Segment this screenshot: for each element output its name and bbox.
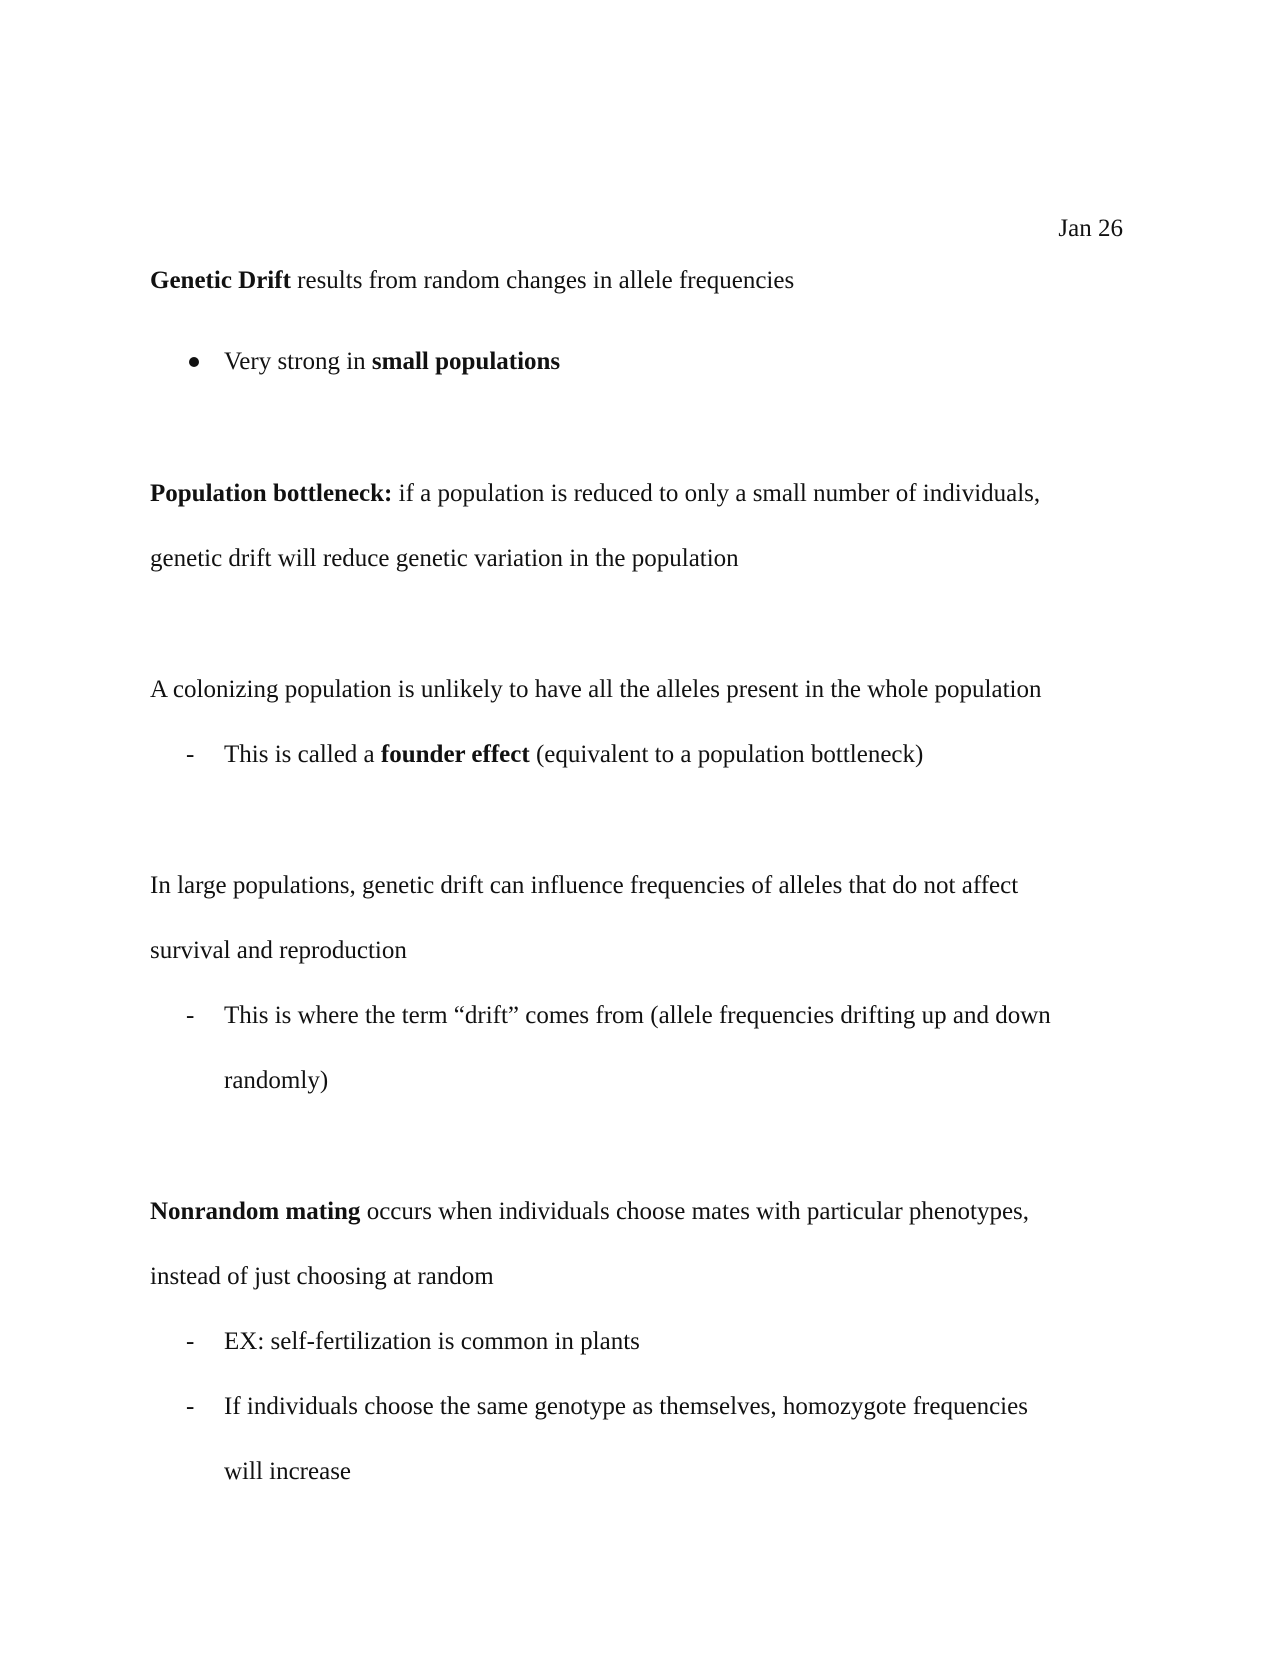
large-populations-line-1: In large populations, genetic drift can influence frequencies of alleles that do not affect — [150, 872, 1019, 899]
homozygote-bullet-line-2: will increase — [224, 1458, 352, 1485]
drift-term-bullet-line-2: randomly) — [224, 1067, 329, 1094]
nonrandom-mating-text-1: occurs when individuals choose mates with particular phenotypes, — [360, 1198, 1030, 1225]
genetic-drift-term: Genetic Drift — [150, 267, 291, 294]
small-populations-bullet — [224, 345, 560, 379]
drift-term-bullet-line-1: This is where the term “drift” comes from (allele frequencies drifting up and down — [224, 1002, 1051, 1029]
nonrandom-mating-line-1 — [150, 1195, 1029, 1229]
founder-paragraph: A colonizing population is unlikely to have all the alleles present in the whole population — [150, 676, 1042, 703]
bullet-text: Very strong in — [224, 348, 372, 375]
self-fertilization-bullet: EX: self-fertilization is common in plants — [224, 1328, 640, 1355]
bottleneck-text-1: if a population is reduced to only a small number of individuals, — [392, 480, 1041, 507]
bottleneck-paragraph-line-2: genetic drift will reduce genetic variation in the population — [150, 545, 739, 572]
founder-sub-post: (equivalent to a population bottleneck) — [529, 741, 924, 768]
bullet-bold-text: small populations — [371, 348, 561, 375]
date-label: Jan 26 — [1058, 215, 1123, 242]
founder-sub-pre: This is called a — [224, 741, 381, 768]
nonrandom-mating-term: Nonrandom mating — [150, 1198, 361, 1225]
bottleneck-term: Population bottleneck: — [150, 480, 393, 507]
bottleneck-paragraph-line-1 — [150, 477, 1040, 511]
founder-effect-bullet — [224, 738, 923, 772]
homozygote-bullet-line-1: If individuals choose the same genotype as themselves, homozygote frequencies — [224, 1393, 1028, 1420]
genetic-drift-text: results from random changes in allele frequencies — [290, 267, 795, 294]
dash-marker: - — [186, 1393, 195, 1420]
bullet-dot-icon — [189, 357, 199, 367]
dash-marker: - — [186, 1002, 195, 1029]
dash-marker: - — [186, 1328, 195, 1355]
dash-marker: - — [186, 741, 195, 768]
founder-effect-term: founder effect — [380, 741, 530, 768]
large-populations-line-2: survival and reproduction — [150, 937, 407, 964]
nonrandom-mating-line-2: instead of just choosing at random — [150, 1263, 494, 1290]
genetic-drift-paragraph — [150, 264, 794, 298]
